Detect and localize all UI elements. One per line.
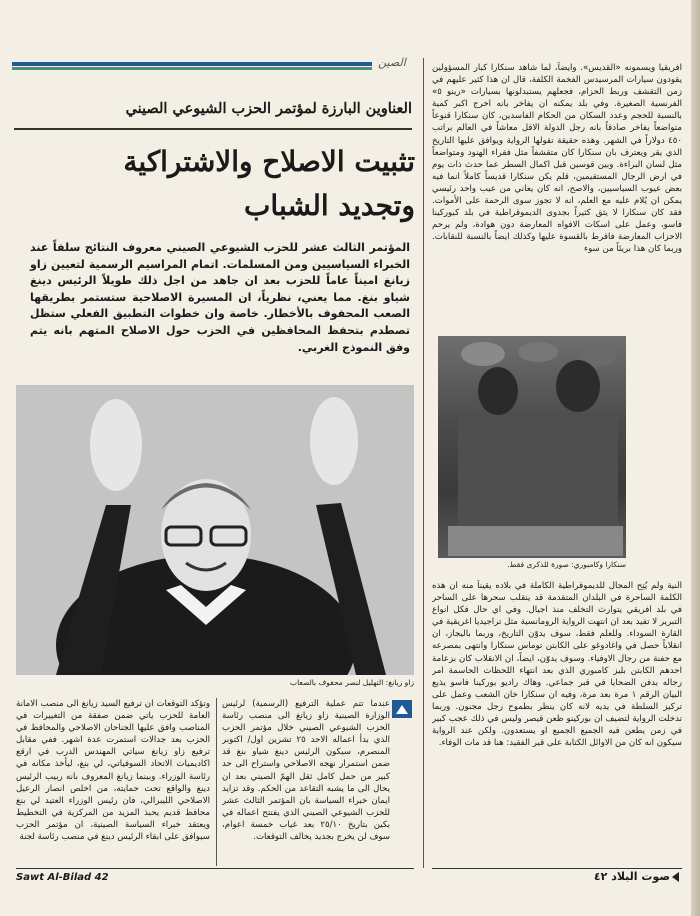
- zhao-ziyang-illustration: [16, 385, 414, 675]
- kicker: العناوين البارزة لمؤتمر الحزب الشيوعي الصيني: [125, 100, 412, 117]
- footer-rule-left: [16, 868, 414, 869]
- footer-right: صوت البلاد ٤٢: [593, 870, 670, 883]
- bottom-column-divider: [216, 698, 217, 866]
- soldiers-illustration: [438, 336, 626, 558]
- right-column-top-text: افريقيا ويسمونه «القديس». وايضاً، لما شاهد سنكارا كبار المسؤولين يقودون سيارات المرسيدس الفخمة الكلفة، قال ان هذا كثير عليهم في زمن التقشف وربط الحزام، فجعلهم يستبدلونها بسيارات «رينو ٥» الفرنسية الصغيرة. وفي بلد يمكنه ان يفاخر بانه اخرج اكبر كمية بالنسبة للحجم وعدد السكان من الحكام الفاسدين، كان سنكارا قنوعاً متواضعاً يفاخر صادقاً بانه رجل الدولة الاقل معاشاً في العالم براتب ٤٥٠ دولاراً في الشهر. وهذه حقيقة تقولها الرواية ويوافق عليها التاريخ الذي يقر ويعترف بان سنكارا كان متقشفاً مثل فقراء الهنود ومتواضعاً مثل لسان البراءة. وبين قوسين قبل اكمال السطر عما حدث ذات يوم في ارض الرجال المستقيمين، قلم يكن سنكارا قديساً كاملاً انما فيه بعض عيوب السياسيين، والاصح، انه كان يعاني من عيب واحد رئيسي يمكن ان يُلام عليه مع العلم، انه لا تجوز سوى الرحمة على الأموات. فقد كان سنكارا لا يثق كثيراً بجدوى الديموقراطية في بلد كبوركينا فاسو، وعمل على اسكات الافواه المعارضة دون هوادة، ولم يرحم الاحزاب المعارضة فاقرط بالقسوة عليها وكذلك ايضاً بالنسبة للنقابات. وربما كان هذا بريئاً من سوء: [432, 63, 682, 255]
- kicker-rule: [14, 128, 412, 130]
- bottom-middle-column-text: عندما تتم عملية الترفيع (الرسمية) لرئيس الوزارة الصينية زاو زيانغ الى منصب رئاسة الحزب الشيوعي الصيني خلال مؤتمر الحزب الذي بدأ اعماله الاحد ٢٥ تشرين اول/ اكتوبر المنصرم، سيكون الرئيس دينغ شياو بنغ قد ضمن استمرار نهجه الاصلاحي واستراح الى حد كبير من حمل كامل ثقل الهمّ الصيني بعد ان يحال الى ما يشبه التقاعد من الحكم. وقد تزايد ايمان خبراء السياسة بان المؤتمر الثالث عشر للحزب الشيوعي الصيني الذي يفتتح اعماله في بكين بتاريخ ٢٥/١٠ بعد غياب خمسة اعوام، سوف لن يخرج بجديد يخالف التوقعات.: [222, 699, 390, 843]
- main-photo-caption: زاو زيانغ: التهليل لنصر محفوف بالصعاب: [290, 678, 414, 687]
- page-edge: [691, 0, 700, 916]
- banner-blue-stripe: [12, 62, 372, 66]
- right-photo-caption: سنكارا وكامبوري: صورة للذكرى فقط.: [507, 560, 626, 569]
- footer-rule-right: [432, 868, 682, 869]
- right-column-bottom-text: النية ولم يُتِح المجال للديموقراطية الكاملة في بلاده يقيناً منه ان هذه الكلمة الساحرة في البلدان المتقدمة قد ينقلب سحرها على الساحر في بلد افريقي يتوارث التخلف منذ اجيال. وفي اي حال فكل انواع التبرير لا تفيد بعد ان انتهت الرواية الرومانسية مثل تراجيديا اغريقية في القارة السوداء. وللعلم فقط، سوف يدوّن التاريخ، وربما باليجاز، ان انقلاباً حصل في واغادوغو على الكابتن توماس سنكارا وانتهى بمصرعه مع حفنة من رجال الاوفياء. وسوف يدوّن، ايضاً، ان الانقلاب كان بزعامة احدهم الكابتن بليز كامبوري الذي بعد انتهاء اللحظات الحاسمة امر رجاله بدفن الضحايا في قبر جماعي. وهاك راديو بوركينا فاسو يذيع البيان الرقم ١ مرة بعد مرة، وفيه ان سنكارا خان الشعب وعمل على تركيز السلطة في يديه لانه كان ينظر بطموح رجل مجنون. وربما تدخلت الرواية لتضيف ان بوركينو ظعن قيصر وليس في ذلك عجب كبير في زمن يطعن فيه الجميع الجميع او يستعدون. ولكن عند الرواية سيكون انه كان من الاوائل الكتابة على قبر الفقيد: هنا قد مات الوفاء.: [432, 581, 682, 749]
- footer-left: Sawt Al-Bilad 42: [16, 872, 109, 883]
- footer-arrow-icon: [672, 872, 679, 882]
- sankara-compaore-photo: [438, 336, 626, 558]
- bottom-left-column-text: وتؤكد التوقعات ان ترفيع السيد زيانغ الى منصب الامانة العامة للحزب ياتي ضمن صفقة من التغييرات في المناصب وافق عليها الجناحان الاصلاحي والمحافظ في الحزب بعد جدالات استمرت عدة اشهر. ففي مقابل ترفيع زاو زيانغ سياتي المهندس الدرب في ارقع اكاديميات الاتحاد السوفياتي، لي بنغ، ليأخذ مكانه في رئاسة الوزراء. وبينما زيانغ المعروف بانه ربيب الرئيس دينغ والواقع تحت حمايته، من اخلص انصار الرعيل الاصلاحي الليبرالي، فان رئيس الوزراء العتيد لي بنغ محافظ قديم يحبذ المزيد من المركزية في التخطيط ويعتقد خبراء السياسة الصينية، ان مؤتمر الحزب سيوافق على ابقاء الرئيس دينغ في منصب رئاسة لجنة: [16, 699, 210, 843]
- triangle-icon: [392, 700, 412, 718]
- article-start-icon: [392, 700, 412, 718]
- section-tag: الصين: [378, 56, 406, 69]
- section-banner: [12, 56, 412, 78]
- banner-green-stripe: [12, 67, 372, 70]
- headline-line2: وتجديد الشباب: [244, 189, 415, 222]
- column-divider: [423, 58, 424, 868]
- headline-line1: تثبيت الاصلاح والاشتراكية: [123, 145, 415, 178]
- lead-paragraph: المؤتمر الثالث عشر للحزب الشيوعي الصيني معروف النتائج سلفاً عند الخبراء السياسيين ومن المسلمات. اتمام المراسيم الرسمية لتعيين زاو زيانغ اميناً عاماً للحزب بعد ان جاهد من اجل ذلك طويلاً الرئيس دينغ شياو بنغ. مما يعني، نظرياً، ان المسيرة الاصلاحية ستستمر بطريقها الصعب المحفوف بالأخطار. خاصة وان خطوات التطبيق الفعلي ستظل تصطدم بتحفظ المحافظين في الحزب حول الاصلاح المتهم بانه يتم وفق النموذج الغربي.: [30, 241, 410, 354]
- zhao-ziyang-photo: [16, 385, 414, 675]
